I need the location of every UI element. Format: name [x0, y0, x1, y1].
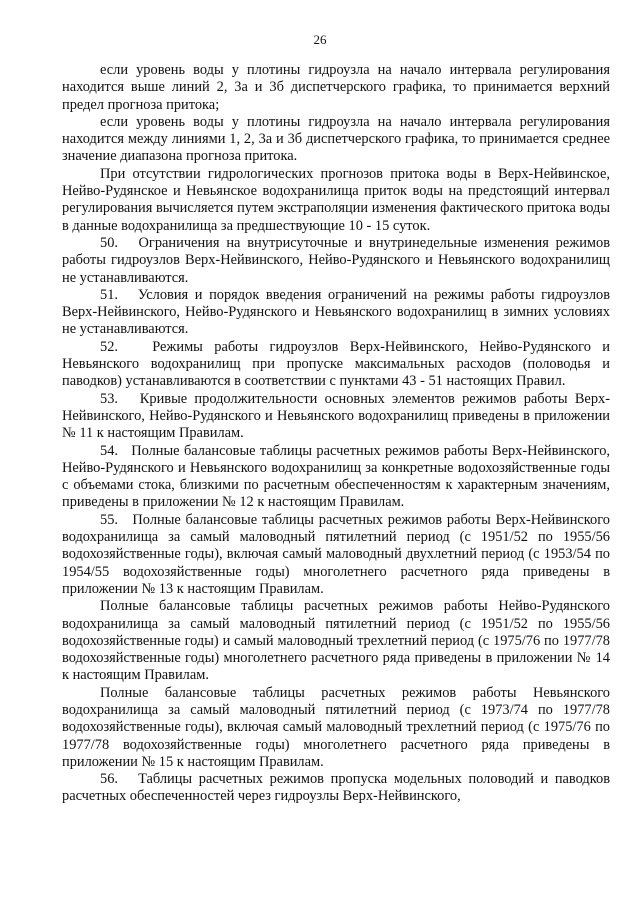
paragraph: Полные балансовые таблицы расчетных режимов работы Нейво-Рудянского водохранилища за самый маловодный пятилетний период (с 1951/52 по 1955/56 водохозяйственные годы) и самый маловодный трехлетний период (с 1975/76 по 1977/78 водохозяйственные годы) многолетнего расчетного ряда приведены в приложении № 14 к настоящим Правилам.: [62, 598, 610, 684]
paragraph: если уровень воды у плотины гидроузла на начало интервала регулирования находится между линиями 1, 2, 3а и 3б диспетчерского графика, то принимается среднее значение диапазона прогноза притока.: [62, 113, 610, 165]
paragraph-clause-53: 53. Кривые продолжительности основных элементов режимов работы Верх-Нейвинского, Нейво-Рудянского и Невьянского водохранилищ приведены в приложении № 11 к настоящим Правилам.: [62, 390, 610, 442]
paragraph: При отсутствии гидрологических прогнозов притока воды в Верх-Нейвинское, Нейво-Рудянское и Невьянское водохранилища приток воды на предстоящий интервал регулирования вычисляется путем экстраполяции изменения фактического притока воды в данные водохранилища за предшествующие 10 - 15 суток.: [62, 165, 610, 234]
page-number: 26: [313, 32, 327, 47]
paragraph-clause-52: 52. Режимы работы гидроузлов Верх-Нейвинского, Нейво-Рудянского и Невьянского водохранилищ при пропуске максимальных расходов (половодья и паводков) устанавливаются в соответствии с пунктами 43 - 51 настоящих Правил.: [62, 338, 610, 390]
paragraph: Полные балансовые таблицы расчетных режимов работы Невьянского водохранилища за самый маловодный пятилетний период (с 1973/74 по 1977/78 водохозяйственные годы), включая самый маловодный трехлетний период (с 1975/76 по 1977/78 водохозяйственные годы) многолетнего расчетного ряда приведены в приложении № 15 к настоящим Правилам.: [62, 684, 610, 770]
paragraph-clause-51: 51. Условия и порядок введения ограничений на режимы работы гидроузлов Верх-Нейвинского, Нейво-Рудянского и Невьянского водохранилищ в зимних условиях не устанавливаются.: [62, 286, 610, 338]
paragraph-clause-55: 55. Полные балансовые таблицы расчетных режимов работы Верх-Нейвинского водохранилища за самый маловодный пятилетний период (с 1951/52 по 1955/56 водохозяйственные годы), включая самый маловодный двухлетний период (с 1953/54 по 1954/55 водохозяйственные годы) многолетнего расчетного ряда приведены в приложении № 13 к настоящим Правилам.: [62, 511, 610, 597]
paragraph-clause-54: 54. Полные балансовые таблицы расчетных режимов работы Верх-Нейвинского, Нейво-Рудянского и Невьянского водохранилищ за конкретные водохозяйственные годы с объемами стока, близкими по расчетным обеспеченностям к характерным значениям, приведены в приложении № 12 к настоящим Правилам.: [62, 442, 610, 511]
paragraph: если уровень воды у плотины гидроузла на начало интервала регулирования находится выше линий 2, 3а и 3б диспетчерского графика, то принимается верхний предел прогноза притока;: [62, 62, 610, 113]
document-body: [62, 62, 610, 806]
paragraph-clause-56: 56. Таблицы расчетных режимов пропуска модельных половодий и паводков расчетных обеспеченностей через гидроузлы Верх-Нейвинского,: [62, 771, 610, 805]
paragraph-clause-50: 50. Ограничения на внутрисуточные и внутринедельные изменения режимов работы гидроузлов Верх-Нейвинского, Нейво-Рудянского и Невьянского водохранилищ не устанавливаются.: [62, 234, 610, 286]
